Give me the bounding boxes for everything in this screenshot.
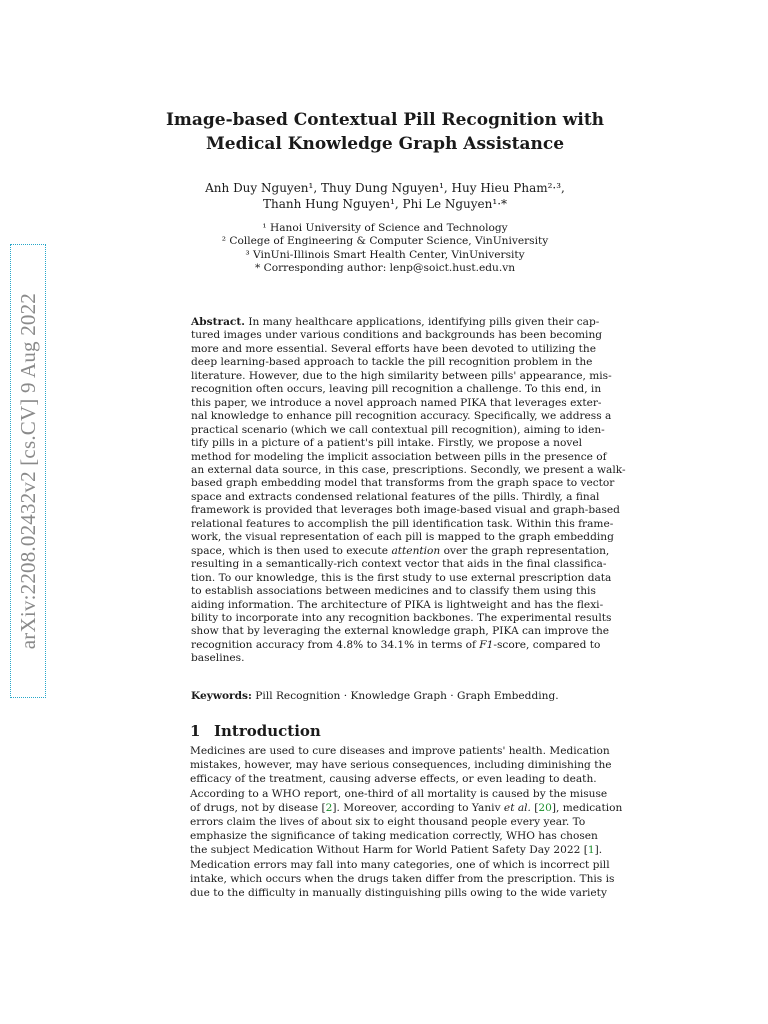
arxiv-identifier: arXiv:2208.02432v2 [cs.CV] 9 Aug 2022 xyxy=(15,292,40,650)
abstract-line: based graph embedding model that transforms from the graph space to vector xyxy=(191,477,615,490)
abstract-line: deep learning-based approach to tackle the pill recognition problem in the xyxy=(191,356,593,369)
affiliation-1: ¹ Hanoi University of Science and Technology xyxy=(262,222,508,234)
abstract-line: tion. To our knowledge, this is the first study to use external prescription data xyxy=(191,571,612,584)
citation-link[interactable]: 1 xyxy=(587,844,595,857)
paper-title-line-2: Medical Knowledge Graph Assistance xyxy=(205,134,565,154)
abstract-line: an external data source, in this case, prescriptions. Secondly, we present a walk- xyxy=(191,463,626,476)
abstract-line: to establish associations between medicines and to classify them using this xyxy=(191,585,596,598)
abstract-line: nal knowledge to enhance pill recognition accuracy. Specifically, we address a xyxy=(191,410,612,423)
section-heading-introduction xyxy=(190,722,321,740)
intro-line: emphasize the significance of taking medication correctly, WHO has chosen xyxy=(190,830,598,843)
abstract-line: bility to incorporate into any recognition backbones. The experimental results xyxy=(191,611,612,624)
abstract-line: recognition accuracy from 4.8% to 34.1% in terms of F1-score, compared to xyxy=(191,638,601,651)
abstract-line: more and more essential. Several efforts have been devoted to utilizing the xyxy=(191,342,596,355)
abstract-line: literature. However, due to the high similarity between pills' appearance, mis- xyxy=(191,369,612,382)
arxiv-sidebar-stamp xyxy=(10,244,46,698)
intro-line: the subject Medication Without Harm for World Patient Safety Day 2022 [1]. xyxy=(190,844,603,857)
author-list xyxy=(150,180,620,212)
keywords-text: Pill Recognition · Knowledge Graph · Graph Embedding. xyxy=(255,690,559,702)
abstract-line: space and extracts condensed relational features of the pills. Thirdly, a final xyxy=(191,490,600,503)
affiliation-3: ³ VinUni-Illinois Smart Health Center, VinUniversity xyxy=(245,248,525,261)
citation-link[interactable]: 20 xyxy=(538,801,552,814)
abstract-line: method for modeling the implicit association between pills in the presence of xyxy=(191,450,607,463)
abstract-line: tured images under various conditions and backgrounds has been becoming xyxy=(191,329,603,342)
abstract xyxy=(191,316,626,666)
paper-title xyxy=(150,108,620,156)
intro-line: Medicines are used to cure diseases and improve patients' health. Medication xyxy=(190,745,610,757)
corresponding-author: * Corresponding author: lenp@soict.hust.edu.vn xyxy=(254,262,516,275)
abstract-line: recognition often occurs, leaving pill recognition a challenge. To this end, in xyxy=(191,383,602,396)
intro-line: Medication errors may fall into many categories, one of which is incorrect pill xyxy=(190,858,610,871)
author-line-2: Thanh Hung Nguyen¹, Phi Le Nguyen¹·* xyxy=(262,197,508,211)
abstract-line: aiding information. The architecture of PIKA is lightweight and has the flexi- xyxy=(191,598,604,611)
affiliation-2: ² College of Engineering & Computer Science, VinUniversity xyxy=(221,235,549,248)
abstract-line: Abstract. In many healthcare applications, identifying pills given their cap- xyxy=(191,316,600,328)
author-line-1: Anh Duy Nguyen¹, Thuy Dung Nguyen¹, Huy Hieu Pham²·³, xyxy=(205,181,565,195)
abstract-line: baselines. xyxy=(191,652,245,665)
intro-line: errors claim the lives of about six to eight thousand people every year. To xyxy=(190,816,586,829)
abstract-line: relational features to accomplish the pill identification task. Within this frame- xyxy=(191,517,614,530)
keywords xyxy=(191,689,582,703)
abstract-line: practical scenario (which we call contextual pill recognition), aiming to iden- xyxy=(191,423,605,436)
intro-line: of drugs, not by disease [2]. Moreover, according to Yaniv et al. [20], medication xyxy=(190,801,623,814)
keywords-label: Keywords: xyxy=(191,690,252,702)
intro-line: mistakes, however, may have serious consequences, including diminishing the xyxy=(190,759,612,772)
paper-title-line-1: Image-based Contextual Pill Recognition with xyxy=(165,110,605,130)
intro-line: efficacy of the treatment, causing adverse effects, or even leading to death. xyxy=(190,773,597,786)
intro-line: intake, which occurs when the drugs taken differ from the prescription. This is xyxy=(190,872,615,885)
affiliation-list xyxy=(150,222,620,276)
abstract-label: Abstract. xyxy=(191,316,245,328)
abstract-line: space, which is then used to execute attention over the graph representation, xyxy=(191,544,610,557)
section-title: Introduction xyxy=(214,722,321,740)
intro-line: According to a WHO report, one-third of all mortality is caused by the misuse xyxy=(190,787,608,800)
intro-line: due to the difficulty in manually distinguishing pills owing to the wide variety xyxy=(190,887,607,900)
abstract-line: work, the visual representation of each pill is mapped to the graph embedding xyxy=(191,531,614,544)
abstract-line: tify pills in a picture of a patient's pill intake. Firstly, we propose a novel xyxy=(191,437,582,450)
abstract-line: show that by leveraging the external knowledge graph, PIKA can improve the xyxy=(191,625,610,638)
abstract-line: framework is provided that leverages both image-based visual and graph-based xyxy=(191,504,620,517)
section-number: 1 xyxy=(190,722,201,740)
citation-link[interactable]: 2 xyxy=(325,801,333,814)
abstract-line: this paper, we introduce a novel approach named PIKA that leverages exter- xyxy=(191,396,602,409)
abstract-line: resulting in a semantically-rich context vector that aids in the final classifica- xyxy=(191,558,607,571)
introduction-body xyxy=(190,744,623,900)
